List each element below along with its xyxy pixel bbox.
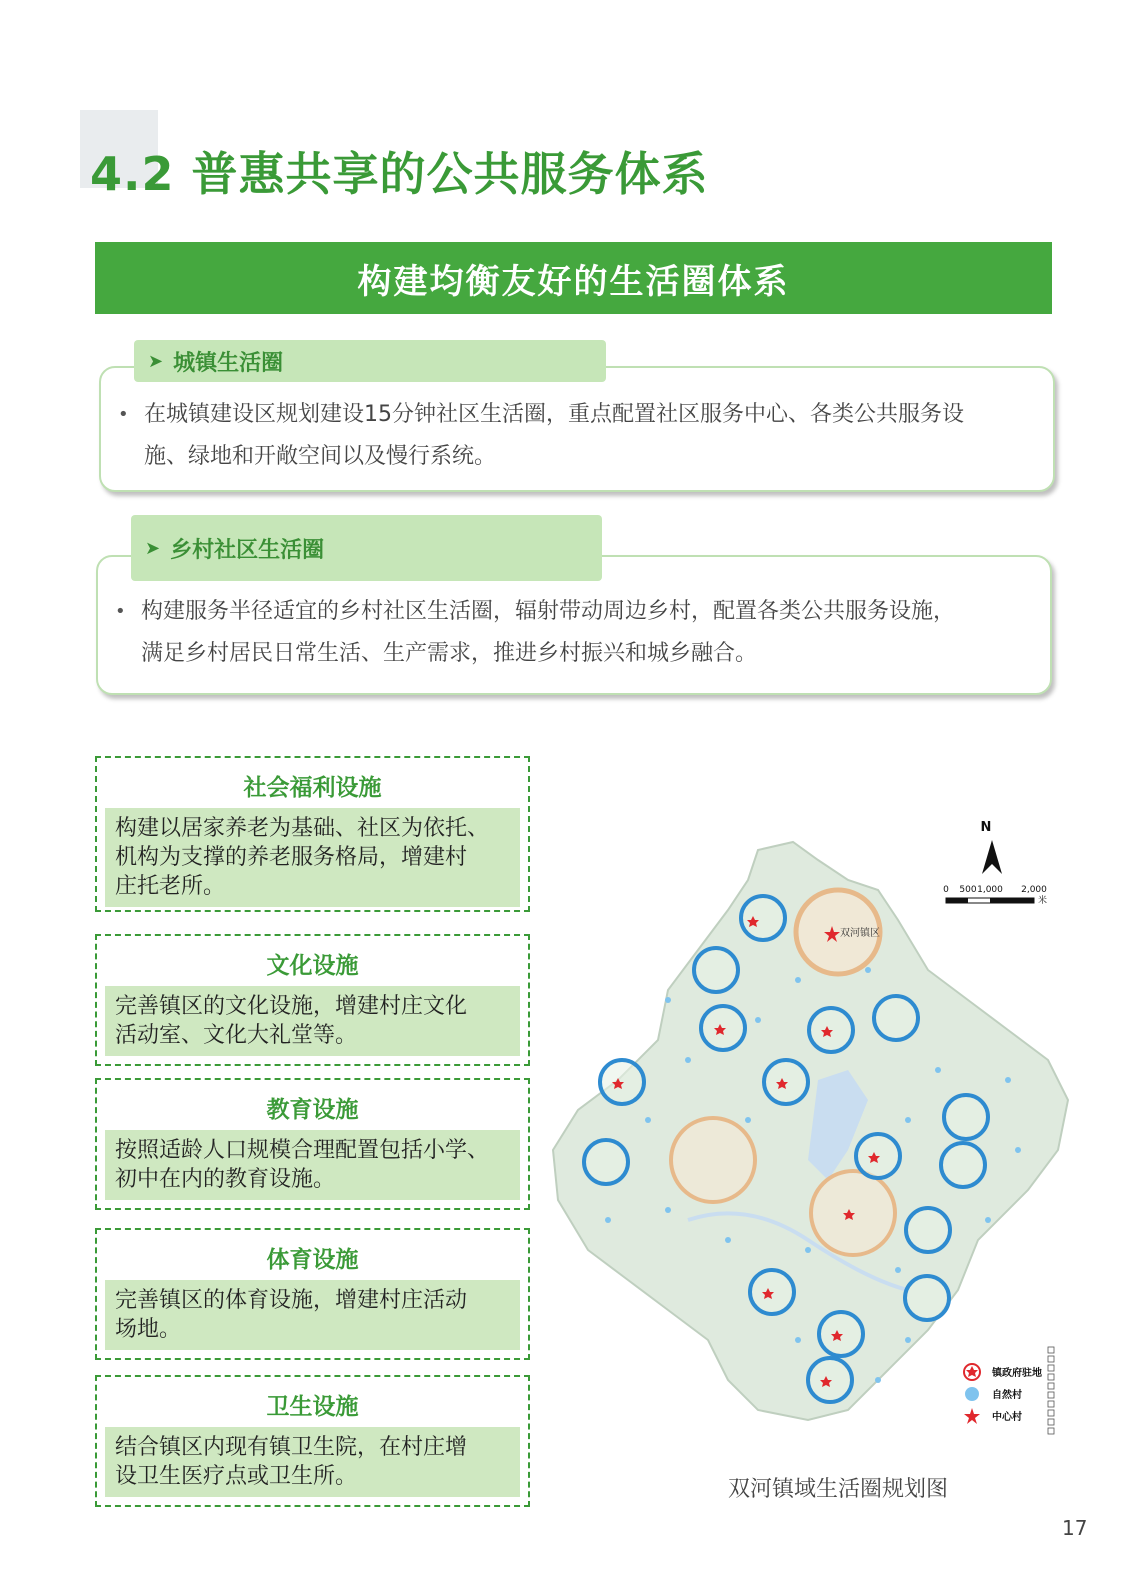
facility-line: 完善镇区的文化设施，增建村庄文化 [115,994,468,1019]
map-svg [548,820,1088,1440]
natural-village-dot [875,1377,881,1383]
facility-title: 社会福利设施 [243,775,382,801]
natural-village-dot [985,1217,991,1223]
facility-symbol-icon [1048,1374,1054,1380]
scale-label: 500 [959,885,977,895]
life-circle-map [548,820,1088,1440]
section-title: 4.2 普惠共享的公共服务体系 [90,147,709,201]
facility-symbol-icon [1048,1365,1054,1371]
facility-title: 体育设施 [266,1247,359,1273]
bullet-icon: • [115,601,126,622]
scale-bar-segment [990,898,1034,903]
natural-village-dot [745,1117,751,1123]
scale-unit: 米 [1038,896,1048,906]
urban-circle-line-2: 施、绿地和开敞空间以及慢行系统。 [144,444,497,469]
village-ring [874,996,918,1040]
rural-circle-line-1: 构建服务半径适宜的乡村社区生活圈，辐射带动周边乡村，配置各类公共服务设施， [141,599,956,624]
natural-village-dot [665,1207,671,1213]
natural-village-dot [865,967,871,973]
facility-body [105,986,520,1056]
natural-village-dot [755,1017,761,1023]
village-ring [741,896,785,940]
rural-circle-text [115,591,1036,675]
town-ring [671,1118,755,1202]
village-ring [941,1143,985,1187]
scale-label: 0 [943,885,949,895]
facility-symbol-icon [1048,1410,1054,1416]
banner-title: 构建均衡友好的生活圈体系 [95,242,1052,314]
facility-line: 机构为支撑的养老服务格局，增建村 [115,845,468,870]
rural-circle-tag-label: 乡村社区生活圈 [170,537,325,563]
facility-symbol-icon [1048,1356,1054,1362]
natural-village-dot [905,1337,911,1343]
bullet-icon: • [118,404,129,425]
natural-village-dot [895,1267,901,1273]
facility-box-education [95,1078,530,1210]
facility-box-culture [95,934,530,1066]
urban-circle-line-1: 在城镇建设区规划建设15分钟社区生活圈，重点配置社区服务中心、各类公共服务设 [144,402,964,427]
natural-village-dot [685,1057,691,1063]
facility-title: 文化设施 [266,953,359,979]
natural-village-dot [935,1067,941,1073]
north-label: N [980,820,992,835]
north-arrow-icon [982,840,1002,874]
facility-box-health [95,1375,530,1507]
page-number: 17 [1062,1516,1088,1540]
facility-symbol-icon [1048,1383,1054,1389]
legend-label: 自然村 [992,1390,1022,1401]
facility-line: 构建以居家养老为基础、社区为依托、 [115,816,490,841]
facility-line: 庄托老所。 [115,874,226,899]
facility-symbol-legend [1048,1347,1054,1434]
facility-symbol-icon [1048,1347,1054,1353]
natural-village-dot [1015,1147,1021,1153]
facility-line: 场地。 [115,1317,182,1342]
facility-line: 完善镇区的体育设施，增建村庄活动 [115,1288,468,1313]
facility-line: 活动室、文化大礼堂等。 [115,1023,358,1048]
natural-village-dot [725,1237,731,1243]
urban-circle-tag-label: 城镇生活圈 [173,350,284,376]
natural-village-dot [645,1117,651,1123]
facility-line: 结合镇区内现有镇卫生院，在村庄增 [115,1435,468,1460]
natural-village-dot [905,1117,911,1123]
scale-bar-segment [946,898,968,903]
facility-body [105,808,520,907]
facility-title: 教育设施 [266,1097,359,1123]
facility-symbol-icon [1048,1428,1054,1434]
natural-village-dot [805,1247,811,1253]
natural-village-dot [665,997,671,1003]
village-ring [906,1208,950,1252]
natural-village-dot [605,1217,611,1223]
map-caption: 双河镇域生活圈规划图 [728,1477,949,1502]
facility-body [105,1427,520,1497]
arrow-right-icon: ➤ [148,350,164,372]
facility-symbol-icon [1048,1392,1054,1398]
village-ring [905,1276,949,1320]
scale-label: 2,000 [1021,885,1047,895]
facility-line: 初中在内的教育设施。 [115,1167,336,1192]
facility-body [105,1130,520,1200]
rural-circle-line-2: 满足乡村居民日常生活、生产需求，推进乡村振兴和城乡融合。 [141,641,758,666]
natural-village-dot [1005,1077,1011,1083]
rural-circle-tag [131,515,602,581]
facility-body [105,1280,520,1350]
village-ring [584,1140,628,1184]
urban-circle-tag [134,340,606,382]
natural-village-dot [795,977,801,983]
facility-line: 设卫生医疗点或卫生所。 [115,1464,358,1489]
town-label: 双河镇区 [840,928,880,939]
central-village-star-icon [964,1408,980,1424]
village-ring [694,948,738,992]
urban-circle-text [118,394,1039,478]
facility-title: 卫生设施 [266,1394,359,1420]
legend-label: 中心村 [992,1412,1022,1423]
natural-village-dot [795,1337,801,1343]
facility-symbol-icon [1048,1419,1054,1425]
scale-label: 1,000 [977,885,1003,895]
arrow-right-icon: ➤ [145,537,161,559]
natural-village-icon [965,1387,979,1401]
facility-box-sports [95,1228,530,1360]
facility-box-welfare [95,756,530,912]
legend-label: 镇政府驻地 [992,1368,1042,1379]
facility-line: 按照适龄人口规模合理配置包括小学、 [115,1138,490,1163]
facility-symbol-icon [1048,1401,1054,1407]
village-ring [944,1095,988,1139]
